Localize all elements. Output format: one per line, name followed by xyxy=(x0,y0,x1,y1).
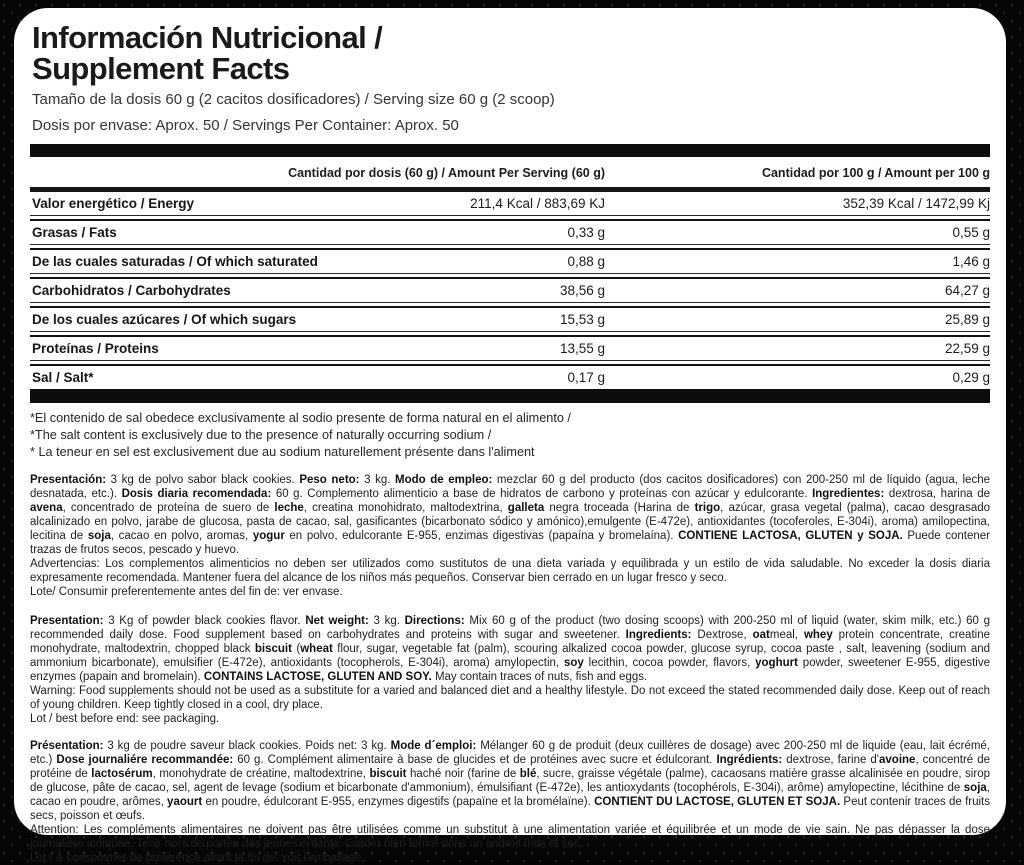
lot-line-es: Lote/ Consumir preferentemente antes del fin de: ver envase. xyxy=(30,586,343,598)
table-row xyxy=(30,250,990,273)
section-spanish xyxy=(30,473,990,599)
label-title-line2: Supplement Facts xyxy=(32,51,290,86)
section-french xyxy=(30,739,990,865)
row-label: Grasas / Fats xyxy=(32,225,117,240)
row-label: Proteínas / Proteins xyxy=(32,341,159,356)
salt-footnote-en: *The salt content is exclusively due to the presence of naturally occurring sodium / xyxy=(30,428,492,442)
value-per-100g: 25,89 g xyxy=(944,312,990,327)
table-row xyxy=(30,279,990,302)
value-per-serving: 13,55 g xyxy=(559,341,605,356)
col-header-per-100g: Cantidad por 100 g / Amount per 100 g xyxy=(761,166,990,180)
col-header-per-serving: Cantidad por dosis (60 g) / Amount Per Serving (60 g) xyxy=(288,166,605,180)
description-paragraph-en: Presentation: 3 Kg of powder black cookies flavor. Net weight: 3 kg. Directions: Mix 60 g of the product (two dosing scoops) with 200-250 ml of liquid (water, skim milk, etc.) 60 g recommended daily dose. Food supplement based on carbohydrates and proteins with sugar and sweetener. Ingredients: Dextrose, oatmeal, whey protein concentrate, creatine monohydrate, maltodextrin, chopped black biscuit (wheat flour, sugar, vegetable fat (palm), scouring alkalized cocoa powder, glucose syrup, cocoa paste , salt, leavening (sodium and ammonium bicarbonate), emulsifier (E-472e), antioxidants (tocopherols, E-304i), aroma) amylopectin, soy lecithin, cocoa powder, flavors, yoghurt powder, sweetener E-955, digestive enzymes (papain and bromelain). CONTAINS LACTOSE, GLUTEN AND SOY. May contain traces of nuts, fish and eggs. xyxy=(30,615,991,683)
value-per-serving: 0,17 g xyxy=(567,370,605,385)
salt-footnote-fr: * La teneur en sel est exclusivement due au sodium naturellement présente dans l'aliment xyxy=(30,445,535,459)
table-row xyxy=(30,192,990,215)
section-english xyxy=(30,614,990,726)
table-top-bar xyxy=(30,144,990,157)
servings-per-container-line: Dosis por envase: Aprox. 50 / Servings Per Container: Aprox. 50 xyxy=(32,117,459,134)
value-per-serving: 0,88 g xyxy=(567,254,605,269)
row-label: Valor energético / Energy xyxy=(32,196,195,211)
warnings-paragraph-en: Warning: Food supplements should not be used as a substitute for a varied and balanced diet and a healthy lifestyle. Do not exceed the stated recommended daily dose. Keep out of reach of young children. Keep tightly closed in a cool, dry place. xyxy=(30,685,990,711)
description-paragraph-fr: Présentation: 3 kg de poudre saveur black cookies. Poids net: 3 kg. Mode d´emploi: Mélanger 60 g de produit (deux cuillères de dosage) avec 200-250 ml de liquide (eau, lait écrémé, etc.) Dose journaliére recommandée: 60 g. Complément alimentaire à base de glucides et de protéines avec sucre et édulcorant. Ingrédients: dextrose, farine d'avoine, concentré de protéine de lactosérum, monohydrate de créatine, maltodextrine, biscuit haché noir (farine de blé, sucre, graisse végétale (palme), cacaosans matière grasse alcalinisée en poudre, sirop de glucose, pâte de cacao, sel, agent de levage (sodium et bicarbonate d'ammonium), émulsifiant (E-472e), les antioxydants (tocophérols, E-304i), arôme) amylopectine, lécithine de soja, cacao en poudre, arômes, yaourt en poudre, édulcorant E-955, enzymes digestifs (papaïne et la bromélaïne). CONTIENT DU LACTOSE, GLUTEN ET SOJA. Peut contenir traces de fruits secs, poisson et œufs. xyxy=(30,740,991,822)
value-per-serving: 0,33 g xyxy=(567,225,605,240)
label-title xyxy=(32,22,990,84)
row-label: De los cuales azúcares / Of which sugars xyxy=(32,312,297,327)
table-header-row xyxy=(30,157,990,187)
value-per-100g: 352,39 Kcal / 1472,99 Kj xyxy=(842,196,990,211)
label-title-line1: Información Nutricional / xyxy=(32,20,383,55)
value-per-100g: 1,46 g xyxy=(952,254,990,269)
value-per-100g: 22,59 g xyxy=(944,341,990,356)
table-row xyxy=(30,337,990,360)
serving-size-line: Tamaño de la dosis 60 g (2 cacitos dosificadores) / Serving size 60 g (2 scoop) xyxy=(32,91,555,108)
value-per-100g: 64,27 g xyxy=(944,283,990,298)
row-label: Carbohidratos / Carbohydrates xyxy=(32,283,231,298)
description-paragraph-es: Presentación: 3 kg de polvo sabor black cookies. Peso neto: 3 kg. Modo de empleo: mezclar 60 g del producto (dos cacitos dosificadores) con 200-250 ml de líquido (agua, leche desnatada, etc.). Dosis diaria recomendada: 60 g. Complemento alimenticio a base de hidratos de carbono y proteínas con azúcar y edulcorante. Ingredientes: dextrosa, harina de avena, concentrado de proteína de suero de leche, creatina monohidrato, maltodextrina, galleta negra troceada (Harina de trigo, azúcar, grasa vegetal (palma), cacao desgrasado alcalinizado en polvo, jarabe de glucosa, pasta de cacao, sal, gasificantes (bicarbonato sódico y amónico),emulgente (E-472e), antioxidantes (tocoferoles, E-304i), aroma) amilopectina, lecitina de soja, cacao en polvo, aromas, yogur en polvo, edulcorante E-955, enzimas digestivas (papaína y bromelaína). CONTIENE LACTOSA, GLUTEN y SOJA. Puede contener trazas de frutos secos, pescado y huevo. xyxy=(30,474,991,556)
value-per-100g: 0,55 g xyxy=(952,225,990,240)
value-per-100g: 0,29 g xyxy=(952,370,990,385)
table-row xyxy=(30,366,990,389)
salt-footnote-es: *El contenido de sal obedece exclusivamente al sodio presente de forma natural en el alimento / xyxy=(30,411,571,425)
row-label: De las cuales saturadas / Of which saturated xyxy=(32,254,318,269)
salt-footnotes xyxy=(30,410,990,461)
lot-line-fr: Lot / À consommer de préférence avant la fin de: voir l'emballage. xyxy=(30,852,365,864)
warnings-paragraph-es: Advertencias: Los complementos alimenticios no deben ser utilizados como sustitutos de una dieta variada y equilibrada y un estilo de vida saludable. No exceder la dosis diaria expresamente recomendada. Mantener fuera del alcance de los niños más pequeños. Conservar bien cerrado en un lugar fresco y seco. xyxy=(30,558,990,584)
value-per-serving: 15,53 g xyxy=(559,312,605,327)
value-per-serving: 211,4 Kcal / 883,69 KJ xyxy=(470,196,605,211)
row-label: Sal / Salt* xyxy=(32,370,94,385)
nutrition-label-card xyxy=(14,8,1006,864)
table-bottom-bar xyxy=(30,389,990,403)
value-per-serving: 38,56 g xyxy=(559,283,605,298)
warnings-paragraph-fr: Attention: Les compléments alimentaires ne doivent pas être utilisées comme un substitut à une alimentation variée et équilibrée et un mode de vie sain. Ne pas dépasser la dose journalière indiquée. Tenir hors de portée des jeunes enfants. Garder bien fermé dans un endroit frais et sec. xyxy=(30,824,990,850)
lot-line-en: Lot / best before end: see packaging. xyxy=(30,713,220,725)
nutrition-table xyxy=(30,144,990,403)
table-row xyxy=(30,308,990,331)
table-row xyxy=(30,221,990,244)
